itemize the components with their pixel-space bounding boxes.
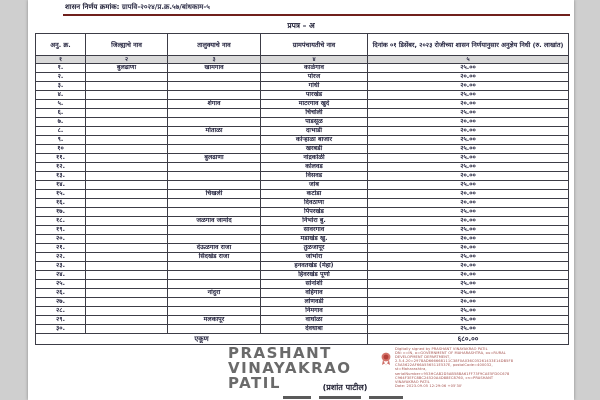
cell-amount: २५.००	[368, 280, 569, 289]
cell-amount: २०.००	[368, 199, 569, 208]
cell-village: गांधी	[261, 82, 368, 91]
cell-serial-no: ५.	[36, 100, 86, 109]
cell-serial-no: १३.	[36, 172, 86, 181]
table-row	[36, 325, 569, 334]
cell-amount: २५.००	[368, 136, 569, 145]
cell-village: काळेगाव	[261, 64, 368, 73]
cell-serial-no: २१.	[36, 244, 86, 253]
table-row	[36, 244, 569, 253]
cell-amount: २५.००	[368, 181, 569, 190]
cell-village: पोरज	[261, 73, 368, 82]
cell-taluka	[168, 208, 261, 217]
cell-amount: २०.००	[368, 262, 569, 271]
cell-taluka	[168, 235, 261, 244]
cell-village: लोणवडी	[261, 298, 368, 307]
signature-detail-line: DEVELOPMENT DEPARTMENT,	[395, 355, 451, 360]
cell-taluka: बुलढाणा	[168, 154, 261, 163]
cell-serial-no: ८.	[36, 127, 86, 136]
cell-district	[86, 262, 168, 271]
cell-serial-no: १७.	[36, 208, 86, 217]
cell-serial-no: ४.	[36, 91, 86, 100]
cell-taluka	[168, 226, 261, 235]
cell-amount: २५.००	[368, 253, 569, 262]
signature-detail-line: 2.5.4.20=2978AD666668111C38F0A036C05261433E14DB5F8	[395, 359, 514, 364]
cell-district	[86, 307, 168, 316]
table-row	[36, 100, 569, 109]
cell-serial-no: १५.	[36, 190, 86, 199]
cell-taluka: शेगाव	[168, 100, 261, 109]
signature-detail-line: serialNumber=953HCAB2D5AB58BA61FF73F9CAE5FD0C678	[395, 371, 510, 376]
cell-village: पारखेड	[261, 91, 368, 100]
table-row	[36, 91, 569, 100]
column-number: १	[36, 56, 86, 64]
cell-serial-no: ७.	[36, 118, 86, 127]
header-gram-panchayat-name: ग्रामपंचायतीचे नाव	[261, 34, 368, 56]
table-row	[36, 262, 569, 271]
table-row	[36, 73, 569, 82]
table-row	[36, 127, 569, 136]
cell-taluka	[168, 298, 261, 307]
column-number: ४	[261, 56, 368, 64]
cell-district	[86, 271, 168, 280]
table-row	[36, 271, 569, 280]
table-row	[36, 163, 569, 172]
cell-serial-no: १८.	[36, 217, 86, 226]
cell-village: सावरगाव	[261, 226, 368, 235]
cell-district	[86, 208, 168, 217]
cell-taluka: मोताळा	[168, 127, 261, 136]
cell-village: मडाखेड खु.	[261, 235, 368, 244]
cell-village: निमगाव	[261, 307, 368, 316]
cell-village: खरबडी	[261, 145, 368, 154]
cell-district	[86, 82, 168, 91]
cell-taluka: देऊळगाव राजा	[168, 244, 261, 253]
cell-district	[86, 280, 168, 289]
cell-district	[86, 235, 168, 244]
table-row	[36, 199, 569, 208]
cell-serial-no: १४.	[36, 181, 86, 190]
cell-district	[86, 253, 168, 262]
cell-taluka: सिंदखेड राजा	[168, 253, 261, 262]
table-row	[36, 316, 569, 325]
cell-amount: २०.००	[368, 235, 569, 244]
cell-serial-no: १२.	[36, 163, 86, 172]
cell-village: नांद्रकोळी	[261, 154, 368, 163]
cell-amount: २५.००	[368, 208, 569, 217]
cell-amount: २५.००	[368, 325, 569, 334]
table-row	[36, 64, 569, 73]
signature-seal-icon	[380, 351, 392, 365]
cut-off-designation-line	[283, 396, 413, 400]
cell-village: पाडसूळ	[261, 118, 368, 127]
cell-serial-no: १.	[36, 64, 86, 73]
signature-detail-line: DN: c=IN, o=GOVERNMENT OF MAHARASHTRA, ou=RURAL	[395, 351, 506, 356]
cell-amount: २०.००	[368, 82, 569, 91]
cell-serial-no: १६.	[36, 199, 86, 208]
table-row	[36, 172, 569, 181]
column-number: ५	[368, 56, 569, 64]
cell-village: जांभोरा	[261, 253, 368, 262]
cell-village: निंभोरा बु.	[261, 217, 368, 226]
cell-amount: २५.००	[368, 316, 569, 325]
cell-village: हिवरखेड पूर्णा	[261, 271, 368, 280]
column-number: २	[86, 56, 168, 64]
table-row	[36, 226, 569, 235]
cell-amount: २०.००	[368, 271, 569, 280]
cell-taluka	[168, 271, 261, 280]
cell-taluka	[168, 280, 261, 289]
cell-village: पिंपरखेड	[261, 208, 368, 217]
cell-taluka	[168, 145, 261, 154]
table-row	[36, 136, 569, 145]
cell-village: वहिगाव	[261, 289, 368, 298]
cell-district	[86, 163, 168, 172]
cell-district	[86, 217, 168, 226]
cell-serial-no: २४.	[36, 271, 86, 280]
cell-amount: २०.००	[368, 100, 569, 109]
table-header-row	[36, 34, 569, 56]
cell-amount: २०.००	[368, 217, 569, 226]
cell-taluka: खामगाव	[168, 64, 261, 73]
cell-taluka: नांदुरा	[168, 289, 261, 298]
cell-village: सोनोशी	[261, 280, 368, 289]
cell-taluka	[168, 307, 261, 316]
cell-village: दिवठाणा	[261, 199, 368, 208]
signature-detail-line: Date: 2023.09.05 12:29:06 +05'30'	[395, 383, 463, 388]
cell-taluka	[168, 118, 261, 127]
cell-amount: २५.००	[368, 64, 569, 73]
gr-label: शासन निर्णय क्रमांक:	[65, 3, 120, 11]
header-district-name: जिल्ह्याचे नाव	[86, 34, 168, 56]
cell-serial-no: २३.	[36, 262, 86, 271]
cell-taluka	[168, 163, 261, 172]
cell-village: चिंचोली	[261, 109, 368, 118]
column-number-row	[36, 56, 569, 64]
cell-serial-no: ९.	[36, 136, 86, 145]
header-sanctioned-fund: दिनांक ०१ डिसेंबर, २०२३ रोजीच्या शासन निर्णयानुसार अनुज्ञेय निधी (रु. लाखांत)	[368, 34, 569, 56]
cell-serial-no: ११.	[36, 154, 86, 163]
cell-amount: २५.००	[368, 154, 569, 163]
cell-village: तुळजापूर	[261, 244, 368, 253]
header-serial-no: अनु. क्र.	[36, 34, 86, 56]
signature-detail-line: VINAYAKRAO PATIL	[395, 379, 430, 384]
cell-amount: २०.००	[368, 172, 569, 181]
gr-number: ग्रापवि-२०२४/प्र.क्र.५७/बांधकाम-५	[121, 3, 210, 11]
cell-district	[86, 127, 168, 136]
table-row	[36, 109, 569, 118]
table-row	[36, 154, 569, 163]
cell-amount: २५.००	[368, 109, 569, 118]
cell-district	[86, 136, 168, 145]
table-row	[36, 190, 569, 199]
cell-village: कटोडा	[261, 190, 368, 199]
total-row	[36, 334, 569, 345]
maroon-divider-rule	[63, 14, 570, 17]
column-number: ३	[168, 56, 261, 64]
table-row	[36, 118, 569, 127]
cell-amount: २०.००	[368, 190, 569, 199]
cell-village: देवधाबा	[261, 325, 368, 334]
cell-district	[86, 244, 168, 253]
cell-district	[86, 172, 168, 181]
total-amount: ६८०.००	[368, 334, 569, 345]
cell-amount: २५.००	[368, 91, 569, 100]
cell-taluka	[168, 262, 261, 271]
cell-taluka	[168, 91, 261, 100]
cell-taluka: मलकापूर	[168, 316, 261, 325]
signature-detail-line: st=Maharashtra,	[395, 367, 427, 372]
cell-taluka	[168, 73, 261, 82]
cell-district	[86, 190, 168, 199]
cell-village: वाघोळा	[261, 316, 368, 325]
table-row	[36, 82, 569, 91]
cell-district: बुलढाणा	[86, 64, 168, 73]
form-title: प्रपत्र – अ	[287, 21, 315, 30]
cell-taluka	[168, 199, 261, 208]
cell-district	[86, 289, 168, 298]
cell-village: हनवतखेड (मेहा)	[261, 262, 368, 271]
cell-taluka	[168, 325, 261, 334]
table-row	[36, 289, 569, 298]
cell-serial-no: २५.	[36, 280, 86, 289]
cell-taluka	[168, 109, 261, 118]
cell-village: विसवड	[261, 172, 368, 181]
cell-district	[86, 181, 168, 190]
cell-district	[86, 154, 168, 163]
total-label: एकूण	[36, 334, 368, 345]
cell-village: कोऱ्हाळा बाजार	[261, 136, 368, 145]
cell-serial-no: २२.	[36, 253, 86, 262]
cell-serial-no: १९.	[36, 226, 86, 235]
cell-district	[86, 298, 168, 307]
cell-district	[86, 199, 168, 208]
table-row	[36, 217, 569, 226]
table-row	[36, 208, 569, 217]
signature-detail-line: C5A5622AF66A556511E537E, postalCode=400032,	[395, 363, 493, 368]
cell-taluka	[168, 172, 261, 181]
cell-serial-no: १०	[36, 145, 86, 154]
cell-village: दाभाडी	[261, 127, 368, 136]
signatory-marathi-name: (प्रशांत पाटील)	[322, 383, 368, 392]
cell-district	[86, 316, 168, 325]
cell-taluka	[168, 82, 261, 91]
gr-number-line	[65, 3, 565, 12]
cell-taluka: चिखली	[168, 190, 261, 199]
cell-taluka: जळगाव जामोद	[168, 217, 261, 226]
cell-amount: २०.००	[368, 244, 569, 253]
signature-detail-line: C964F3EFC8BC24520A4D88EC8760, cn=PRASHANT	[395, 375, 494, 380]
cell-taluka	[168, 136, 261, 145]
cell-amount: २५.००	[368, 145, 569, 154]
cell-district	[86, 73, 168, 82]
cell-amount: २५.००	[368, 163, 569, 172]
digital-signature-name: PRASHANT VINAYAKRAO PATIL	[228, 344, 352, 392]
cell-serial-no: २८.	[36, 307, 86, 316]
cell-district	[86, 91, 168, 100]
cell-amount: २५.००	[368, 289, 569, 298]
cell-district	[86, 100, 168, 109]
cell-village: कोलवड	[261, 163, 368, 172]
table-row	[36, 280, 569, 289]
table-row	[36, 145, 569, 154]
header-taluka-name: तालुक्याचे नाव	[168, 34, 261, 56]
cell-serial-no: २०.	[36, 235, 86, 244]
cell-district	[86, 145, 168, 154]
cell-amount: २५.००	[368, 307, 569, 316]
cell-serial-no: ६.	[36, 109, 86, 118]
table-row	[36, 298, 569, 307]
table-row	[36, 307, 569, 316]
cell-district	[86, 118, 168, 127]
table-body	[36, 64, 569, 334]
cell-serial-no: २७.	[36, 298, 86, 307]
cell-serial-no: २.	[36, 73, 86, 82]
cell-amount: २०.००	[368, 298, 569, 307]
cell-taluka	[168, 181, 261, 190]
cell-village: माटरगाव खुर्द	[261, 100, 368, 109]
cell-amount: २०.००	[368, 118, 569, 127]
document-page	[28, 0, 574, 400]
table-row	[36, 235, 569, 244]
cell-district	[86, 325, 168, 334]
signature-detail-line: Digitally signed by PRASHANT VINAYAKRAO PATIL	[395, 347, 488, 351]
table-row	[36, 253, 569, 262]
cell-amount: २०.००	[368, 127, 569, 136]
cell-serial-no: ३.	[36, 82, 86, 91]
cell-district	[86, 109, 168, 118]
signature-certificate-details	[395, 347, 575, 388]
cell-amount: २५.००	[368, 226, 569, 235]
gram-panchayat-fund-table	[35, 33, 569, 345]
cell-village: जांब	[261, 181, 368, 190]
table-row	[36, 181, 569, 190]
cell-amount: २०.००	[368, 73, 569, 82]
cell-serial-no: ३०.	[36, 325, 86, 334]
cell-district	[86, 226, 168, 235]
cell-serial-no: २९.	[36, 316, 86, 325]
cell-serial-no: २६.	[36, 289, 86, 298]
